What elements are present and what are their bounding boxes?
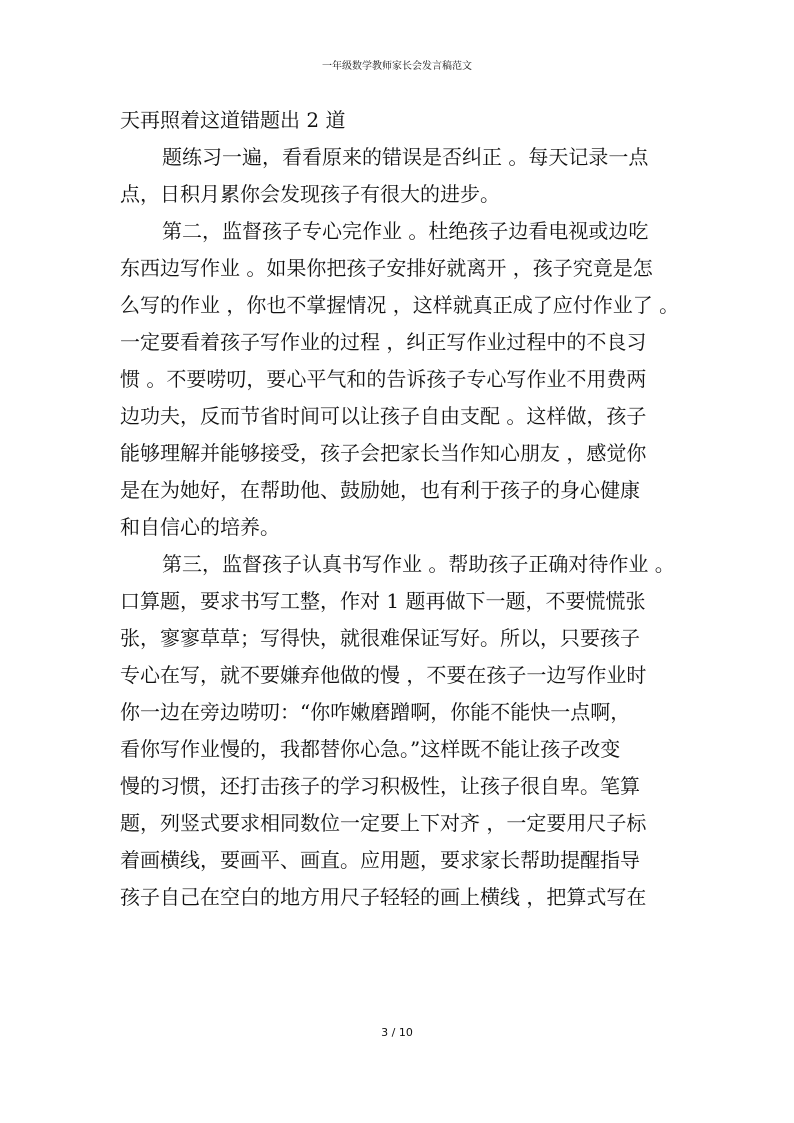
text-line: 口算题，要求书写工整，作对 1 题再做下一题，不要慌慌张 xyxy=(120,589,646,613)
text-line: 惯 。不要唠叨，要心平气和的告诉孩子专心写作业不用费两 xyxy=(120,367,647,391)
text-line: 能够理解并能够接受，孩子会把家长当作知心朋友 ，感觉你 xyxy=(120,441,647,465)
text-line: 第三，监督孩子认真书写作业 。帮助孩子正确对待作业 。 xyxy=(162,552,675,576)
text-line: 你一边在旁边唠叨：“你咋嫩磨蹭啊，你能不能快一点啊， xyxy=(120,700,631,724)
text-line: 点，日积月累你会发现孩子有很大的进步。 xyxy=(120,182,500,206)
text-line: 张，寥寥草草；写得快，就很难保证写好。所以，只要孩子 xyxy=(120,626,640,650)
text-line: 是在为她好，在帮助他、鼓励她，也有利于孩子的身心健康 xyxy=(120,478,640,502)
text-line: 看你写作业慢的，我都替你心急。”这样既不能让孩子改变 xyxy=(120,737,621,761)
text-line: 孩子自己在空白的地方用尺子轻轻的画上横线 ，把算式写在 xyxy=(120,885,647,909)
text-line: 一定要看着孩子写作业的过程 ，纠正写作业过程中的不良习 xyxy=(120,330,647,354)
text-line: 专心在写，就不要嫌弃他做的慢 ，不要在孩子一边写作业时 xyxy=(120,663,647,687)
text-line: 么写的作业 ，你也不掌握情况 ，这样就真正成了应付作业了 。 xyxy=(120,293,680,317)
text-line: 题练习一遍，看看原来的错误是否纠正 。每天记录一点 xyxy=(162,145,649,169)
document-body xyxy=(120,102,680,916)
text-line: 慢的习惯，还打击孩子的学习积极性，让孩子很自卑。笔算 xyxy=(120,774,640,798)
text-line: 东西边写作业 。如果你把孩子安排好就离开 ，孩子究竟是怎 xyxy=(120,256,653,280)
page-header: 一年级数学教师家长会发言稿范文 xyxy=(322,61,472,72)
text-line: 着画横线，要画平、画直。应用题，要求家长帮助提醒指导 xyxy=(120,848,640,872)
page-number: 3 / 10 xyxy=(381,1026,413,1039)
text-line: 天再照着这道错题出 2 道 xyxy=(120,108,346,132)
text-line: 边功夫，反而节省时间可以让孩子自由支配 。这样做，孩子 xyxy=(120,404,647,428)
text-line: 第二，监督孩子专心完作业 。杜绝孩子边看电视或边吃 xyxy=(162,219,649,243)
text-line: 题，列竖式要求相同数位一定要上下对齐 ，一定要用尺子标 xyxy=(120,811,647,835)
text-line: 和自信心的培养。 xyxy=(120,515,280,539)
